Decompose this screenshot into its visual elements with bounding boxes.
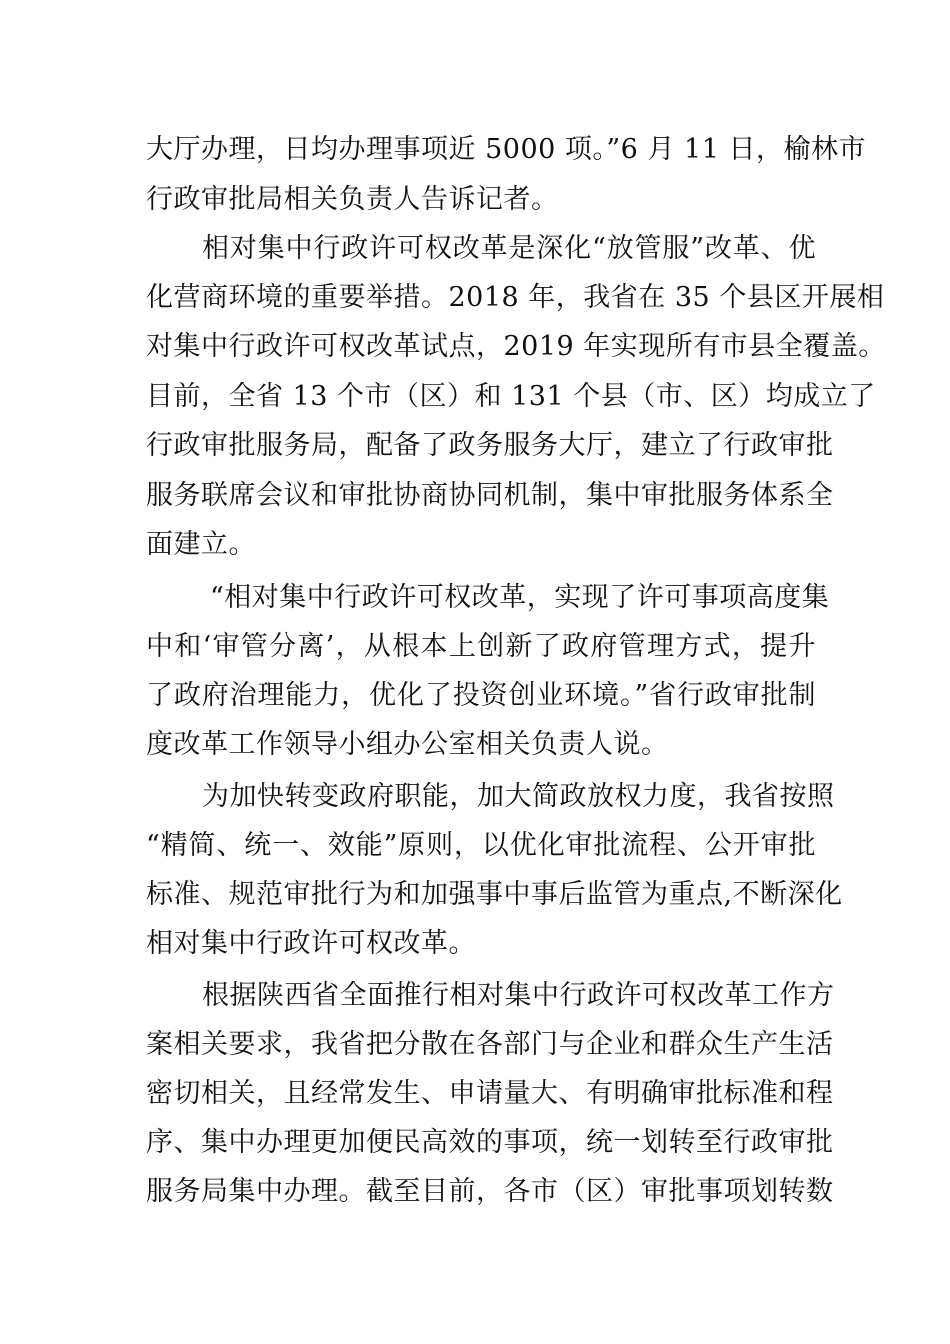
text-line-10: “相对集中行政许可权改革，实现了许可事项高度集	[210, 582, 830, 613]
text-line-11: 中和‘审管分离’，从根本上创新了政府管理方式，提升	[146, 631, 816, 662]
text-line-17: 相对集中行政许可权改革。	[146, 928, 476, 959]
text-line-8: 服务联席会议和审批协商协同机制，集中审批服务体系全	[146, 480, 834, 511]
text-line-3: 相对集中行政许可权改革是深化“放管服”改革、优	[202, 233, 816, 264]
text-line-16: 标准、规范审批行为和加强事中事后监管为重点,不断深化	[146, 879, 843, 910]
text-line-1: 大厅办理，日均办理事项近 5000 项。”6 月 11 日，榆林市	[146, 134, 866, 165]
text-line-19: 案相关要求，我省把分散在各部门与企业和群众生产生活	[146, 1029, 834, 1060]
text-line-7: 行政审批服务局，配备了政务服务大厅，建立了行政审批	[146, 430, 834, 461]
text-line-15: “精简、统一、效能”原则，以优化审批流程、公开审批	[146, 830, 816, 861]
text-line-6: 目前，全省 13 个市（区）和 131 个县（市、区）均成立了	[146, 381, 876, 412]
text-line-21: 序、集中办理更加便民高效的事项，统一划转至行政审批	[146, 1127, 834, 1158]
text-line-12: 了政府治理能力，优化了投资创业环境。”省行政审批制	[146, 680, 816, 711]
text-line-2: 行政审批局相关负责人告诉记者。	[146, 184, 559, 215]
text-line-20: 密切相关，且经常发生、申请量大、有明确审批标准和程	[146, 1078, 834, 1109]
text-line-14: 为加快转变政府职能，加大简政放权力度，我省按照	[202, 781, 835, 812]
text-line-9: 面建立。	[146, 529, 256, 560]
text-line-13: 度改革工作领导小组办公室相关负责人说。	[146, 729, 669, 760]
text-line-18: 根据陕西省全面推行相对集中行政许可权改革工作方	[202, 980, 835, 1011]
text-line-22: 服务局集中办理。截至目前，各市（区）审批事项划转数	[146, 1176, 834, 1207]
text-line-4: 化营商环境的重要举措。2018 年，我省在 35 个县区开展相	[146, 282, 885, 313]
text-line-5: 对集中行政许可权改革试点，2019 年实现所有市县全覆盖。	[146, 331, 886, 362]
